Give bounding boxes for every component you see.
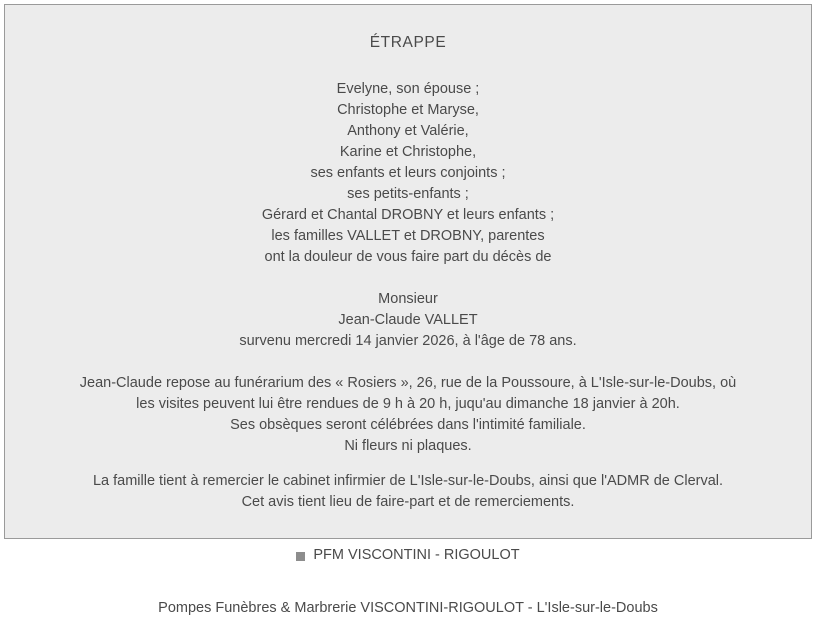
family-line: Evelyne, son épouse ; bbox=[336, 80, 480, 97]
thanks-line: La famille tient à remercier le cabinet infirmier de L'Isle-sur-le-Doubs, ainsi que l'ADMR de Clerval. bbox=[92, 472, 724, 489]
family-line: les familles VALLET et DROBNY, parentes bbox=[271, 227, 545, 244]
spacer bbox=[44, 513, 772, 545]
spacer bbox=[44, 268, 772, 289]
thanks-block bbox=[44, 471, 772, 513]
spacer bbox=[44, 457, 772, 471]
spacer bbox=[44, 352, 772, 373]
deceased-name: Jean-Claude VALLET bbox=[338, 311, 478, 328]
deceased-block bbox=[44, 289, 772, 352]
family-line: ses petits-enfants ; bbox=[347, 185, 469, 202]
thanks-line: Cet avis tient lieu de faire-part et de remerciements. bbox=[241, 493, 575, 510]
footer-text: Pompes Funèbres & Marbrerie VISCONTINI-RIGOULOT - L'Isle-sur-le-Doubs bbox=[158, 599, 658, 616]
family-line: Anthony et Valérie, bbox=[347, 122, 469, 139]
family-line: Karine et Christophe, bbox=[339, 143, 477, 160]
funeral-agency bbox=[44, 545, 772, 566]
arrangement-line: les visites peuvent lui être rendues de 9 h à 20 h, juqu'au dimanche 18 janvier à 20h. bbox=[136, 395, 680, 412]
family-block bbox=[44, 79, 772, 268]
family-line: Christophe et Maryse, bbox=[337, 101, 479, 118]
spacer bbox=[44, 566, 772, 598]
arrangement-block bbox=[44, 373, 772, 457]
family-line: ses enfants et leurs conjoints ; bbox=[310, 164, 506, 181]
family-line: Gérard et Chantal DROBNY et leurs enfants ; bbox=[261, 206, 555, 223]
arrangement-line: Jean-Claude repose au funérarium des « Rosiers », 26, rue de la Poussoure, à L'Isle-sur-le-Doubs, où bbox=[79, 374, 737, 391]
deceased-line: Monsieur bbox=[378, 290, 438, 307]
page-title: ÉTRAPPE bbox=[369, 34, 447, 51]
arrangement-line: Ni fleurs ni plaques. bbox=[344, 437, 472, 454]
square-bullet-icon bbox=[296, 552, 305, 561]
spacer bbox=[44, 53, 772, 79]
family-line: ont la douleur de vous faire part du décès de bbox=[264, 248, 552, 265]
funeral-agency-label: PFM VISCONTINI - RIGOULOT bbox=[313, 546, 520, 563]
deceased-date: survenu mercredi 14 janvier 2026, à l'âge de 78 ans. bbox=[239, 332, 577, 349]
arrangement-line: Ses obsèques seront célébrées dans l'intimité familiale. bbox=[230, 416, 586, 433]
